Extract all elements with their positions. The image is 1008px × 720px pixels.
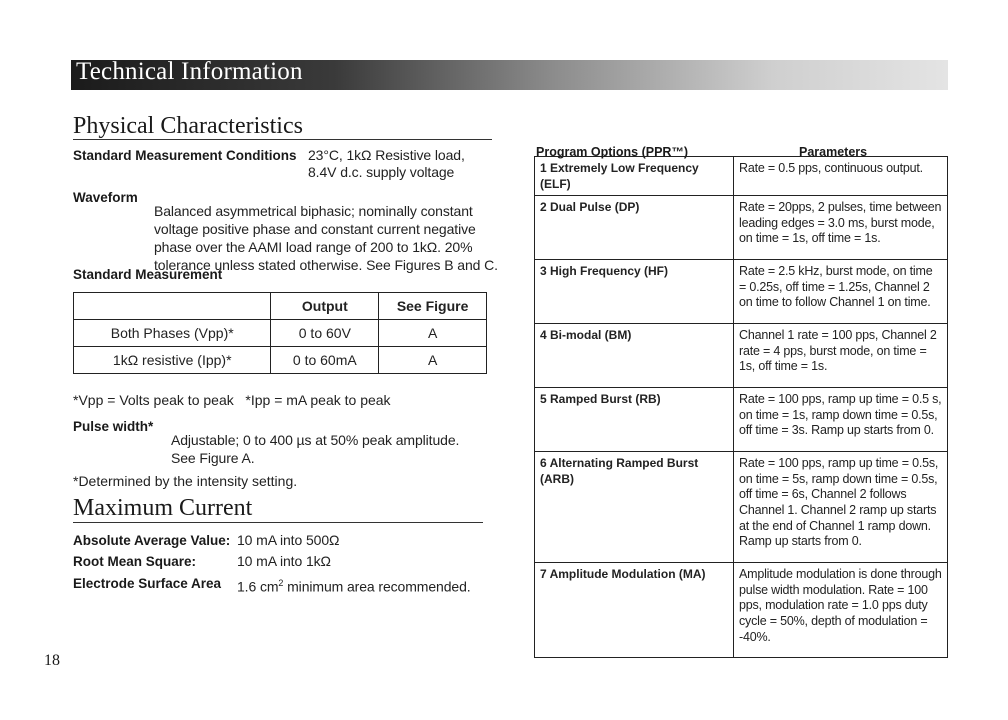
table-row xyxy=(535,388,948,452)
section-divider xyxy=(73,522,483,523)
electrode-area-note: minimum area recommended. xyxy=(283,578,471,595)
parameters-header: Parameters xyxy=(799,144,868,159)
program-params: Rate = 20pps, 2 pulses, time between leading edges = 3.0 ms, burst mode, on time = 1s, off time = 1s. xyxy=(734,196,948,260)
waveform-line: phase over the AAMI load range of 200 to 1kΩ. 20% xyxy=(154,239,473,255)
std-measurement-label: Standard Measurement xyxy=(73,267,223,282)
program-params: Rate = 100 pps, ramp up time = 0.5 s, on time = 1s, ramp down time = 0.5s, off time = 3s. Ramp up starts from 0. xyxy=(734,388,948,452)
table-header-see-figure: See Figure xyxy=(379,293,487,320)
std-conditions-line2: 8.4V d.c. supply voltage xyxy=(308,164,455,180)
table-cell: A xyxy=(379,347,487,374)
program-params: Rate = 2.5 kHz, burst mode, on time = 0.25s, off time = 1.25s, Channel 2 on time to follow Channel 1 on time. xyxy=(734,260,948,324)
program-params: Rate = 0.5 pps, continuous output. xyxy=(734,157,948,196)
rms-value: 10 mA into 1kΩ xyxy=(237,553,331,569)
table-header-output: Output xyxy=(271,293,379,320)
maximum-current-title: Maximum Current xyxy=(73,495,253,521)
electrode-area-exponent: 2 xyxy=(278,578,284,588)
table-row xyxy=(535,260,948,324)
waveform-line: Balanced asymmetrical biphasic; nominally constant xyxy=(154,203,473,219)
pulse-width-line1: Adjustable; 0 to 400 µs at 50% peak amplitude. xyxy=(171,432,460,448)
program-params: Rate = 100 pps, ramp up time = 0.5s, on time = 5s, ramp down time = 0.5s, off time = 6s, Channel 2 follows Channel 1. Channel 2 ramp up starts at the end of Channel 1 ramp down. Ramp up starts from 0. xyxy=(734,452,948,563)
pulse-width-label: Pulse width* xyxy=(73,419,154,434)
std-conditions-label: Standard Measurement Conditions xyxy=(73,148,297,163)
electrode-area-label: Electrode Surface Area xyxy=(73,576,222,591)
measurement-table xyxy=(73,292,487,374)
rms-label: Root Mean Square: xyxy=(73,554,197,569)
electrode-area-number: 1.6 cm xyxy=(237,578,279,595)
program-options-table xyxy=(534,156,948,658)
table-header-empty xyxy=(74,293,271,320)
std-conditions-line1: 23°C, 1kΩ Resistive load, xyxy=(308,147,465,163)
program-params: Channel 1 rate = 100 pps, Channel 2 rate = 4 pps, burst mode, on time = 1s, off time = 1s. xyxy=(734,324,948,388)
pulse-footnote: *Determined by the intensity setting. xyxy=(73,473,298,489)
table-cell: Both Phases (Vpp)* xyxy=(74,320,271,347)
table-row xyxy=(535,563,948,658)
abs-average-label: Absolute Average Value: xyxy=(73,533,231,548)
waveform-line: voltage positive phase and constant current negative xyxy=(154,221,476,237)
abs-average-value: 10 mA into 500Ω xyxy=(237,532,340,548)
table-row xyxy=(535,324,948,388)
pulse-width-line2: See Figure A. xyxy=(171,450,255,466)
table-row xyxy=(535,157,948,196)
table-cell: A xyxy=(379,320,487,347)
table-cell: 0 to 60V xyxy=(271,320,379,347)
waveform-label: Waveform xyxy=(73,190,138,205)
electrode-area-value xyxy=(237,575,471,596)
program-options-header: Program Options (PPR™) xyxy=(536,144,689,159)
table-row xyxy=(74,347,487,374)
table-header-row xyxy=(74,293,487,320)
section-divider xyxy=(73,139,492,140)
waveform-line: tolerance unless stated otherwise. See Figures B and C. xyxy=(154,257,498,273)
program-name: 1 Extremely Low Frequency (ELF) xyxy=(535,157,734,196)
page-number: 18 xyxy=(44,652,60,669)
program-name: 7 Amplitude Modulation (MA) xyxy=(535,563,734,658)
table-row xyxy=(535,196,948,260)
banner-title: Technical Information xyxy=(76,58,303,85)
table-cell: 0 to 60mA xyxy=(271,347,379,374)
table-row xyxy=(74,320,487,347)
program-name: 5 Ramped Burst (RB) xyxy=(535,388,734,452)
program-name: 2 Dual Pulse (DP) xyxy=(535,196,734,260)
program-name: 3 High Frequency (HF) xyxy=(535,260,734,324)
table-row xyxy=(535,452,948,563)
program-name: 6 Alternating Ramped Burst (ARB) xyxy=(535,452,734,563)
table-cell: 1kΩ resistive (Ipp)* xyxy=(74,347,271,374)
physical-characteristics-title: Physical Characteristics xyxy=(73,113,303,139)
table-footnote: *Vpp = Volts peak to peak *Ipp = mA peak to peak xyxy=(73,392,391,408)
program-params: Amplitude modulation is done through pulse width modulation. Rate = 100 pps, modulation rate = 1.0 pps duty cycle = 50%, depth of modulation = -40%. xyxy=(734,563,948,658)
program-name: 4 Bi-modal (BM) xyxy=(535,324,734,388)
